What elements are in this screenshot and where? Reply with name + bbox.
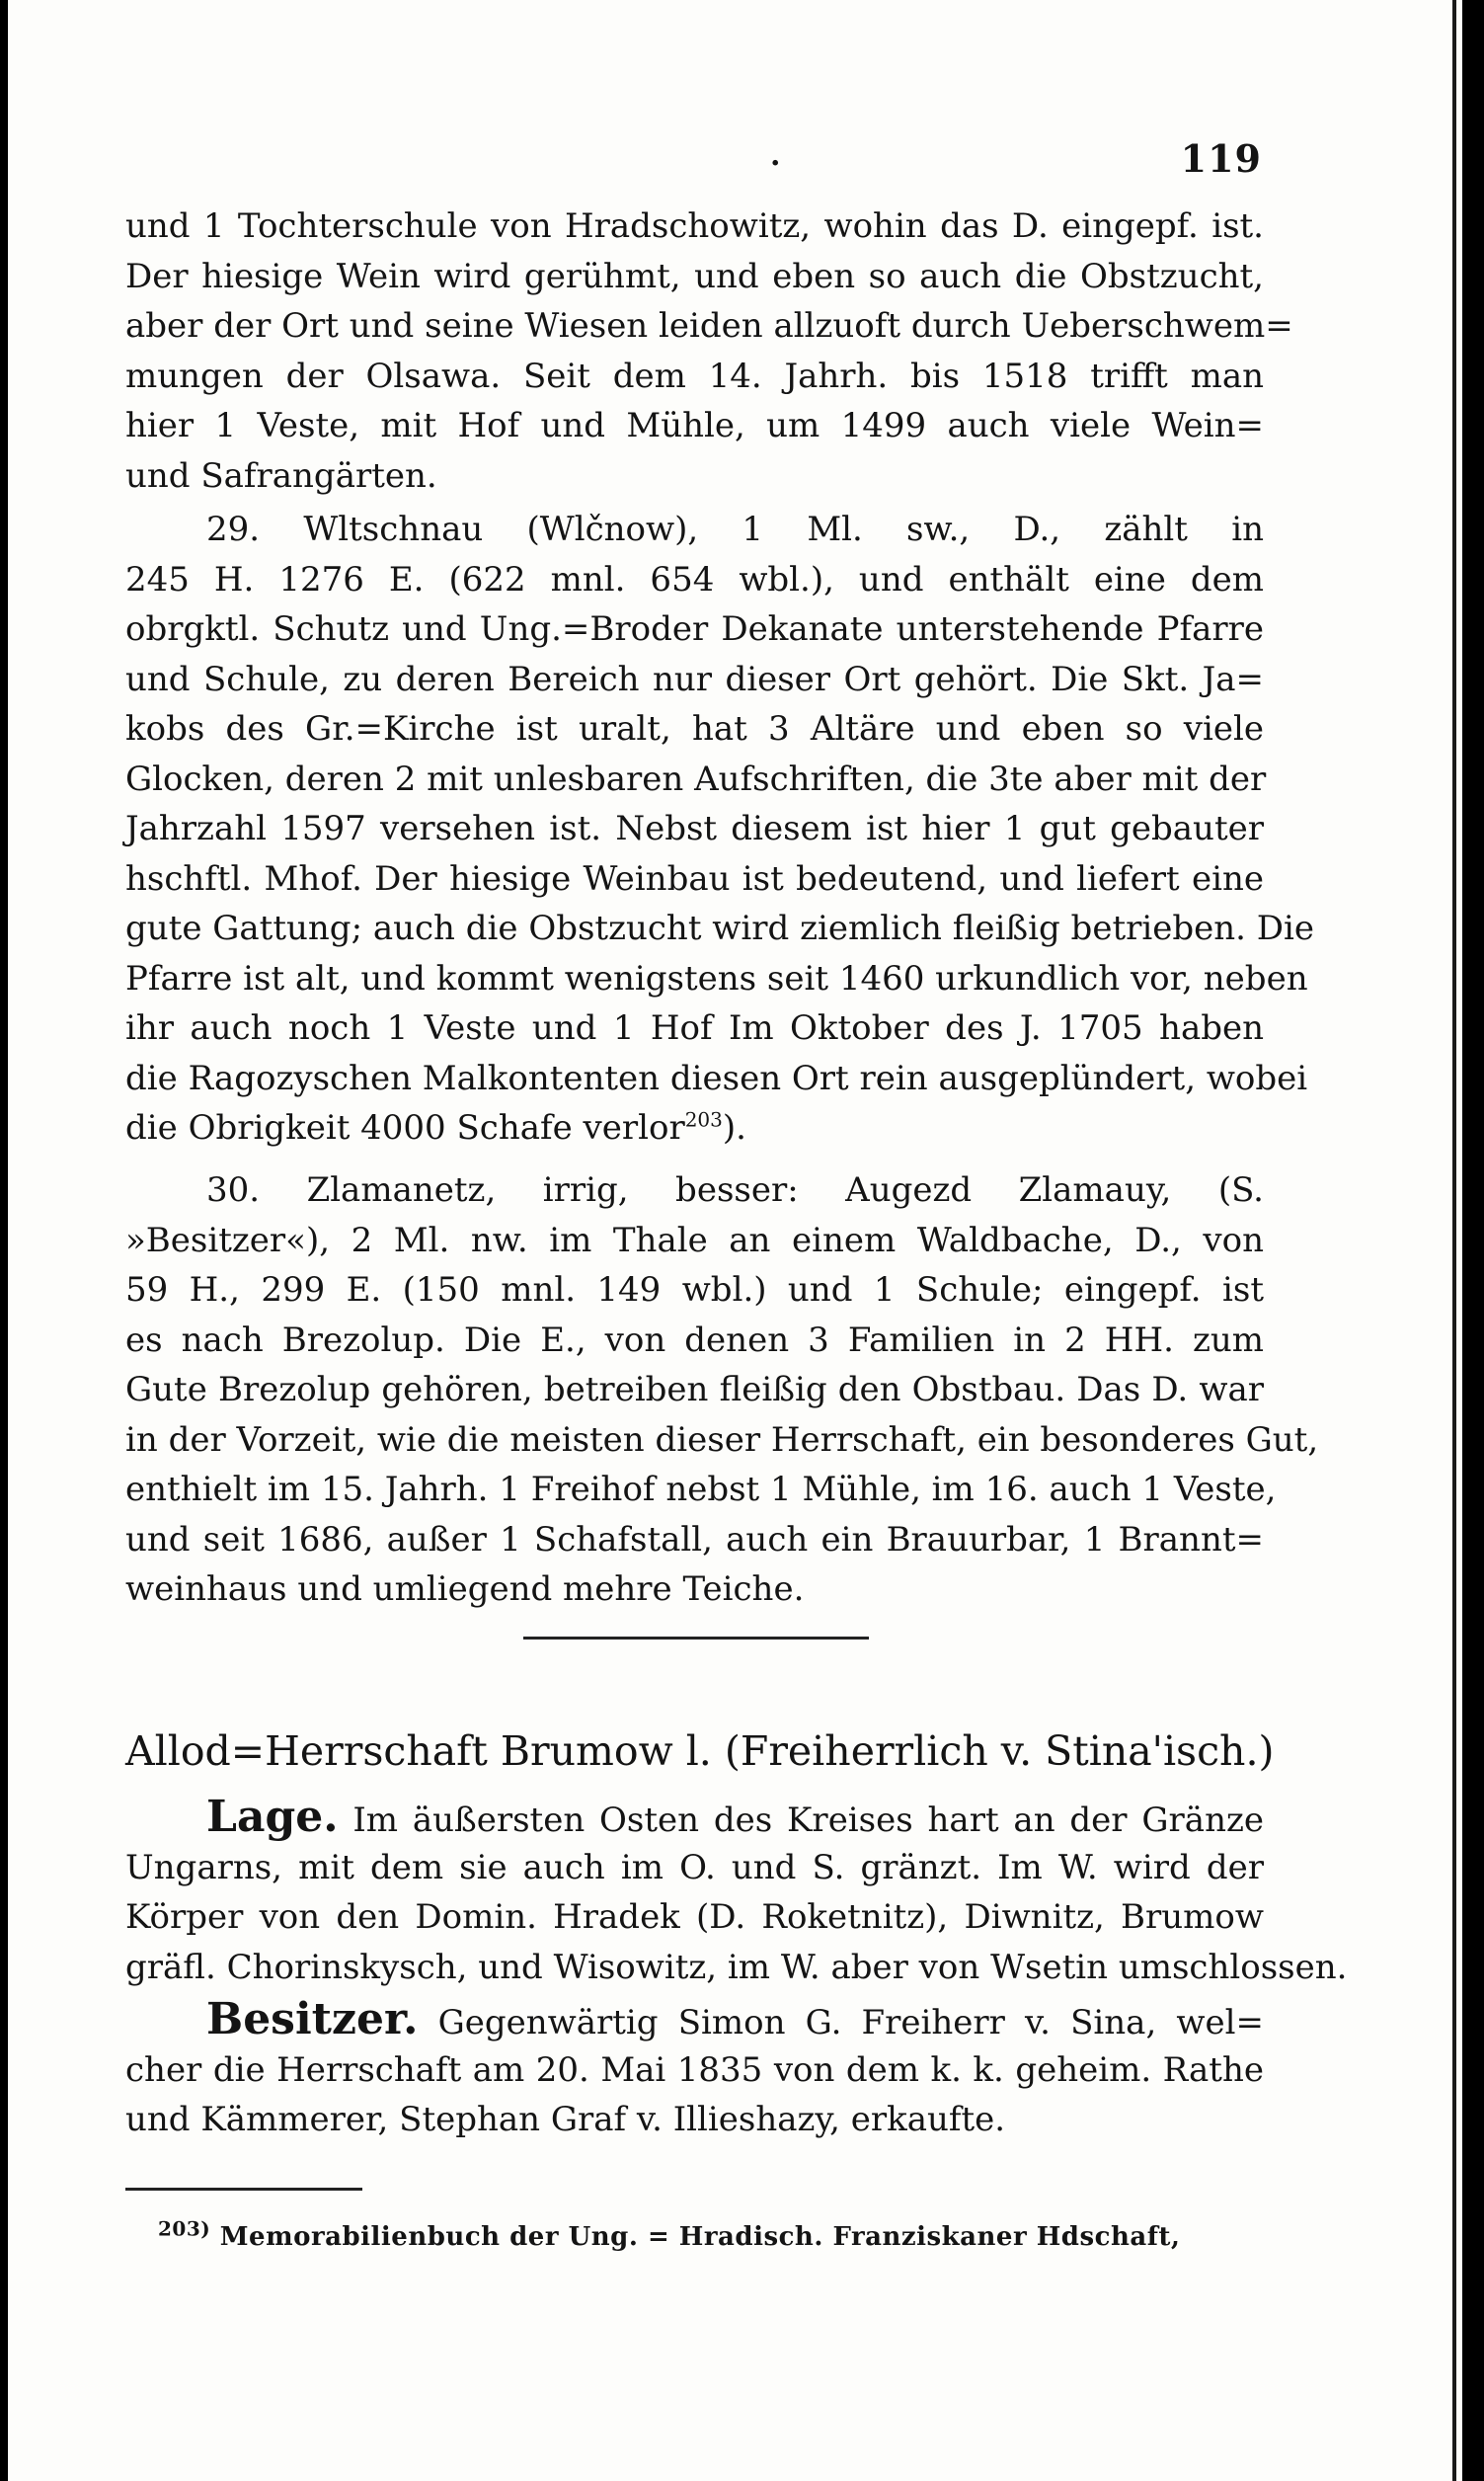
footnote-rule <box>125 2188 362 2191</box>
paragraph-entry-30 <box>125 1165 1319 1615</box>
text-line: Pfarre ist alt, und kommt wenigstens seit 1460 urkundlich vor, neben <box>125 958 1308 999</box>
text-line: enthielt im 15. Jahrh. 1 Freihof nebst 1 Mühle, im 16. auch 1 Veste, <box>125 1470 1277 1509</box>
text-line: obrgktl. Schutz und Ung.=Broder Dekanate unterstehende Pfarre <box>125 609 1264 649</box>
section-heading: Allod=Herrschaft Brumow l. (Freiherrlich v. Stina'isch.) <box>125 1727 1275 1775</box>
text-line: 29. Wltschnau (Wlčnow), 1 Ml. sw., D., zählt in <box>206 510 1264 549</box>
text-line: 59 H., 299 E. (150 mnl. 149 wbl.) und 1 Schule; eingepf. ist <box>125 1270 1264 1310</box>
text-line: mungen der Olsawa. Seit dem 14. Jahrh. bis 1518 trifft man <box>125 356 1264 396</box>
text-line: gute Gattung; auch die Obstzucht wird ziemlich fleißig betrieben. Die <box>125 909 1315 948</box>
scan-edge-line <box>1452 0 1456 2481</box>
line-text: Gegenwärtig Simon G. Freiherr v. Sina, wel= <box>437 2003 1264 2042</box>
text-line: und Schule, zu deren Bereich nur dieser Ort gehört. Die Skt. Ja= <box>125 659 1264 699</box>
text-line: und Kämmerer, Stephan Graf v. Illieshazy, erkaufte. <box>125 2100 1006 2139</box>
top-mark: . <box>770 138 781 173</box>
scan-edge-left <box>0 0 8 2481</box>
paragraph-besitzer <box>125 1995 1264 2145</box>
text-line: ihr auch noch 1 Veste und 1 Hof Im Oktober des J. 1705 haben <box>125 1008 1264 1048</box>
footnote-marker: 203) <box>158 2216 211 2241</box>
text-line: 30. Zlamanetz, irrig, besser: Augezd Zlamauy, (S. <box>206 1170 1264 1210</box>
page-number: 119 <box>1180 136 1262 181</box>
text-line: und 1 Tochterschule von Hradschowitz, wohin das D. eingepf. ist. <box>125 206 1264 246</box>
text-line: in der Vorzeit, wie die meisten dieser Herrschaft, ein besonderes Gut, <box>125 1419 1319 1460</box>
text-line: Der hiesige Wein wird gerühmt, und eben so auch die Obstzucht, <box>125 256 1264 296</box>
text-line: die Ragozyschen Malkontenten diesen Ort rein ausgeplündert, wobei <box>125 1058 1308 1098</box>
paragraph-continuation <box>125 201 1293 501</box>
text-line: kobs des Gr.=Kirche ist uralt, hat 3 Altäre und eben so viele <box>125 709 1264 749</box>
text-line: gräfl. Chorinskysch, und Wisowitz, im W. aber von Wsetin umschlossen. <box>125 1947 1348 1987</box>
text-line <box>125 1995 1264 2045</box>
text-line: Ungarns, mit dem sie auch im O. und S. gränzt. Im W. wird der <box>125 1847 1264 1887</box>
text-line: es nach Brezolup. Die E., von denen 3 Familien in 2 HH. zum <box>125 1320 1264 1360</box>
text-line: 245 H. 1276 E. (622 mnl. 654 wbl.), und enthält eine dem <box>125 559 1264 600</box>
paragraph-lage <box>125 1792 1348 1992</box>
section-divider <box>523 1637 869 1640</box>
text-line: weinhaus und umliegend mehre Teiche. <box>125 1569 805 1609</box>
text-line: und Safrangärten. <box>125 455 437 496</box>
text-line: hschftl. Mhof. Der hiesige Weinbau ist bedeutend, und liefert eine <box>125 858 1264 899</box>
text-line <box>125 1793 1264 1843</box>
line-text: die Obrigkeit 4000 Schafe verlor <box>125 1108 685 1148</box>
text-line: cher die Herrschaft am 20. Mai 1835 von dem k. k. geheim. Rathe <box>125 2049 1264 2090</box>
text-line: »Besitzer«), 2 Ml. nw. im Thale an einem Waldbache, D., von <box>125 1220 1264 1260</box>
footnote <box>158 2216 1181 2252</box>
text-line: Glocken, deren 2 mit unlesbaren Aufschriften, die 3te aber mit der <box>125 759 1267 799</box>
text-line: und seit 1686, außer 1 Schafstall, auch ein Brauurbar, 1 Brannt= <box>125 1519 1264 1560</box>
text-line: aber der Ort und seine Wiesen leiden allzuoft durch Ueberschwem= <box>125 306 1293 346</box>
text-line: Jahrzahl 1597 versehen ist. Nebst diesem ist hier 1 gut gebauter <box>125 809 1264 848</box>
footnote-reference[interactable]: 203 <box>684 1107 723 1132</box>
text-line: hier 1 Veste, mit Hof und Mühle, um 1499 auch viele Wein= <box>125 406 1264 445</box>
text-line: Körper von den Domin. Hradek (D. Roketnitz), Diwnitz, Brumow <box>125 1897 1264 1937</box>
paragraph-entry-29 <box>125 505 1315 1154</box>
runin-label-besitzer: Besitzer. <box>206 1994 419 2044</box>
text-line <box>125 1103 1264 1154</box>
line-text: Im äußersten Osten des Kreises hart an der Gränze <box>352 1801 1264 1840</box>
scan-edge-right <box>1462 0 1484 2481</box>
text-line: Gute Brezolup gehören, betreiben fleißig den Obstbau. Das D. war <box>125 1370 1264 1409</box>
line-tail: ). <box>722 1108 746 1148</box>
footnote-text: Memorabilienbuch der Ung. = Hradisch. Franziskaner Hdschaft, <box>219 2222 1181 2252</box>
runin-label-lage: Lage. <box>206 1792 339 1842</box>
